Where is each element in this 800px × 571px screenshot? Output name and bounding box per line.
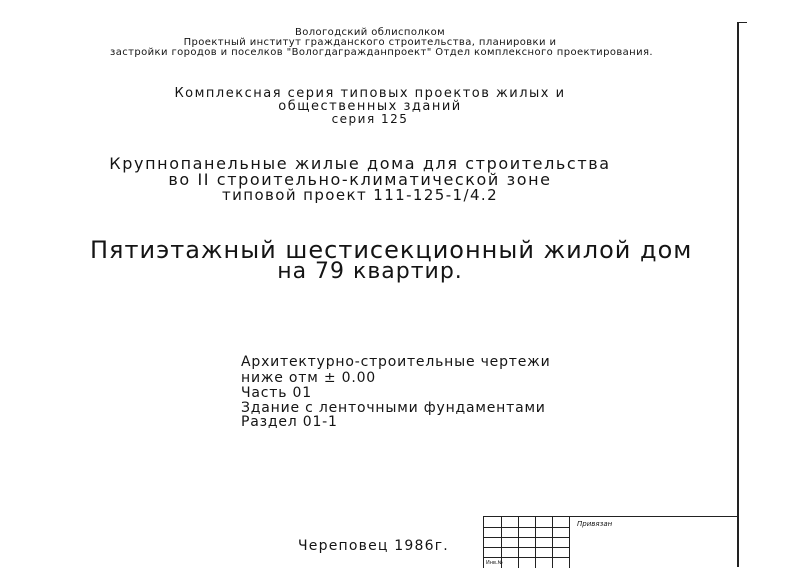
stamp-row-line (484, 527, 569, 528)
main-title-line-2: на 79 квартир. (277, 259, 463, 284)
stamp-divider (518, 517, 519, 568)
frame-corner-mark (737, 22, 747, 23)
series-line-2: общественных зданий (278, 99, 462, 114)
stamp-small-label: Инв.№ (486, 560, 503, 566)
series-line-1: Комплексная серия типовых проектов жилых и (174, 86, 566, 101)
stamp-divider (569, 517, 570, 568)
project-line-1: Крупнопанельные жилые дома для строительства (109, 154, 611, 173)
title-block-stamp (483, 516, 738, 568)
project-line-2: во II строительно-климатической зоне (168, 170, 552, 189)
main-title-line-1: Пятиэтажный шестисекционный жилой дом (90, 236, 693, 264)
details-line-4: Здание с ленточными фундаментами (241, 400, 546, 416)
org-line-2: Проектный институт гражданского строительства, планировки и (183, 37, 557, 48)
sheet-frame-border (737, 22, 739, 567)
city-year: Череповец 1986г. (298, 538, 449, 554)
details-line-1: Архитектурно-строительные чертежи (241, 354, 551, 370)
project-line-3: типовой проект 111-125-1/4.2 (221, 186, 499, 204)
details-line-2: ниже отм ± 0.00 (241, 370, 377, 386)
org-line-3: застройки городов и поселков "Вологдагражданпроект" Отдел комплексного проектирования. (110, 47, 654, 58)
stamp-row-line (484, 557, 569, 558)
stamp-divider (535, 517, 536, 568)
stamp-row-line (484, 537, 569, 538)
stamp-row-line (484, 547, 569, 548)
stamp-label: Привязан (577, 520, 613, 528)
details-line-5: Раздел 01-1 (241, 414, 338, 430)
org-line-1: Вологодский облисполком (294, 27, 446, 38)
stamp-divider (552, 517, 553, 568)
details-line-3: Часть 01 (241, 385, 312, 401)
series-line-3: серия 125 (331, 112, 409, 126)
